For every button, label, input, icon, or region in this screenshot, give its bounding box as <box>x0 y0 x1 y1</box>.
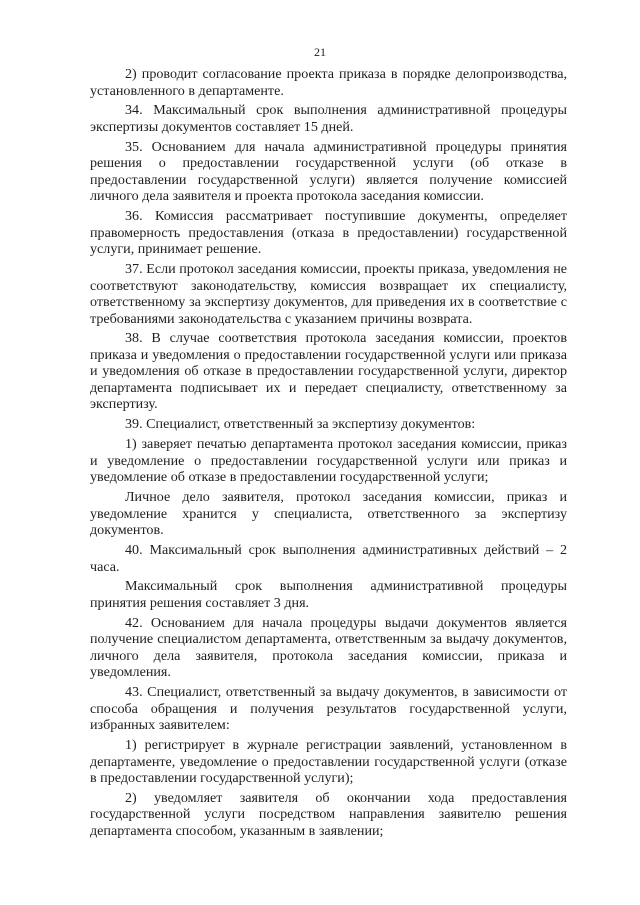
paragraph-max-term: Максимальный срок выполнения административной процедуры принятия решения составляет 3 дня. <box>90 578 567 611</box>
paragraph-36: 36. Комиссия рассматривает поступившие документы, определяет правомерность предоставления (отказа в предоставлении) государственной услуги, принимает решение. <box>90 208 567 258</box>
page-number: 21 <box>314 45 326 59</box>
paragraph-37: 37. Если протокол заседания комиссии, проекты приказа, уведомления не соответствуют законодательству, комиссия возвращает их специалисту, ответственному за экспертизу документов, для приведения их в соответствие с требованиями законодательства с указанием причины возврата. <box>90 261 567 327</box>
paragraph-43-item-1: 1) регистрирует в журнале регистрации заявлений, установленном в департаменте, уведомление о предоставлении государственной услуги (отказе в предоставлении государственной услуги); <box>90 737 567 787</box>
paragraph-39: 39. Специалист, ответственный за экспертизу документов: <box>125 416 476 433</box>
paragraph-personal-file: Личное дело заявителя, протокол заседания комиссии, приказ и уведомление хранится у специалиста, ответственного за экспертизу документов. <box>90 489 567 539</box>
document-body <box>90 66 567 843</box>
paragraph-38: 38. В случае соответствия протокола заседания комиссии, проектов приказа и уведомления о предоставлении государственной услуги или приказа и уведомления об отказе в предоставлении государственной услуги, директор департамента подписывает их и передает специалисту, ответственному за экспертизу. <box>90 330 567 413</box>
paragraph-43-item-2: 2) уведомляет заявителя об окончании хода предоставления государственной услуги посредством направления заявителю решения департамента способом, указанным в заявлении; <box>90 789 567 839</box>
paragraph-42: 42. Основанием для начала процедуры выдачи документов является получение специалистом департамента, ответственным за выдачу документов, личного дела заявителя, протокола заседания комиссии, приказа и уведомления. <box>90 614 567 681</box>
paragraph-39-item-1: 1) заверяет печатью департамента протокол заседания комиссии, приказ и уведомление о предоставлении государственной услуги или приказ и уведомление об отказе в предоставлении государственной услуги; <box>90 436 567 486</box>
paragraph-item-2-approval: 2) проводит согласование проекта приказа в порядке делопроизводства, установленного в департаменте. <box>90 66 567 99</box>
paragraph-35: 35. Основанием для начала административной процедуры принятия решения о предоставлении государственной услуги (об отказе в предоставлении государственной услуги) является получение комиссией личного дела заявителя и проекта протокола заседания комиссии. <box>90 138 567 205</box>
paragraph-40: 40. Максимальный срок выполнения административных действий – 2 часа. <box>90 542 567 575</box>
paragraph-34: 34. Максимальный срок выполнения административной процедуры экспертизы документов составляет 15 дней. <box>90 102 567 135</box>
paragraph-43: 43. Специалист, ответственный за выдачу документов, в зависимости от способа обращения и получения результатов государственной услуги, избранных заявителем: <box>90 684 567 734</box>
